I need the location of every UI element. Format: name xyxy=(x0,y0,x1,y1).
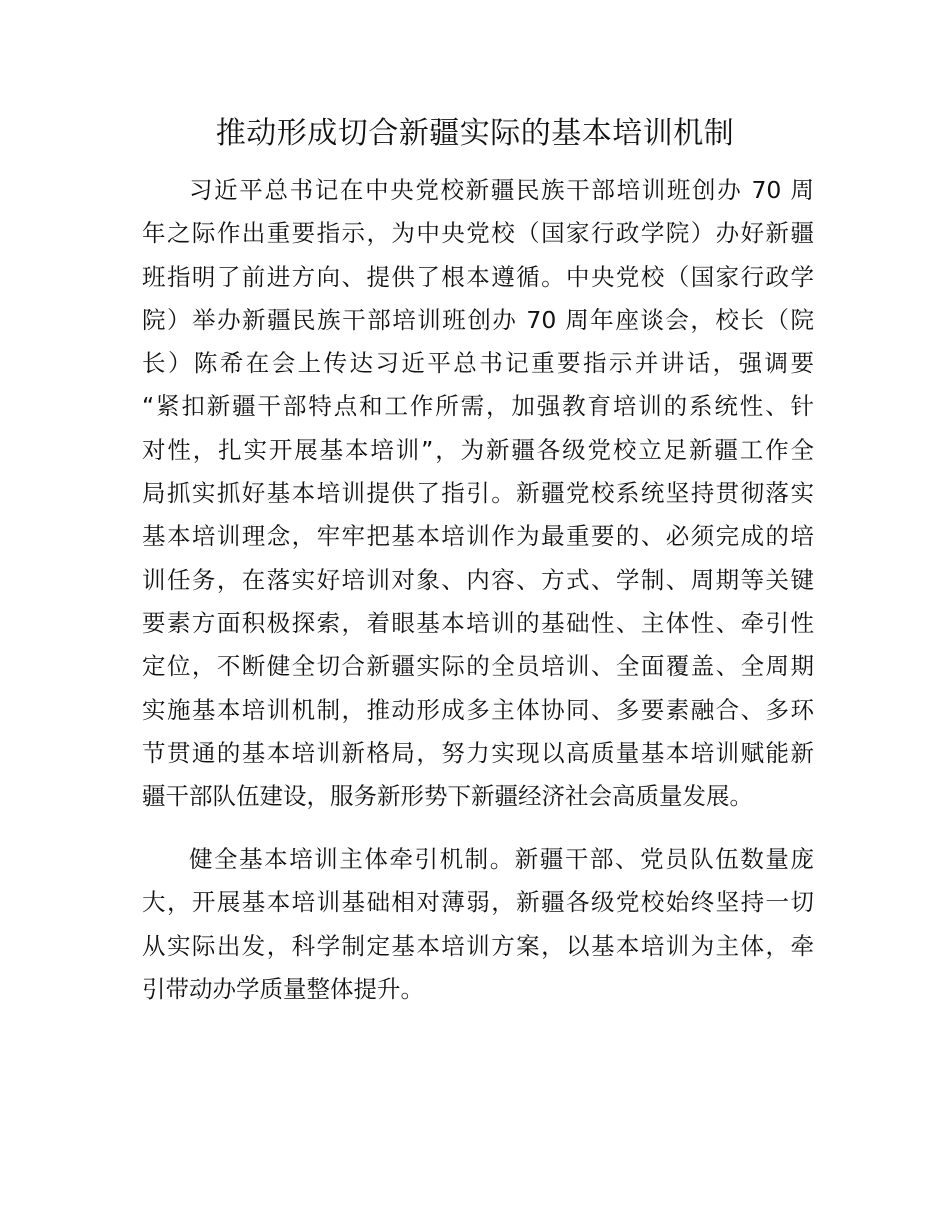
paragraph-line: 要素方面积极探索，着眼基本培训的基础性、主体性、牵引性 xyxy=(142,608,814,637)
paragraph-line: 训任务，在落实好培训对象、内容、方式、学制、周期等关键 xyxy=(142,565,814,594)
paragraph-line: 对性，扎实开展基本培训”，为新疆各级党校立足新疆工作全 xyxy=(142,435,814,464)
paragraph-line: 疆干部队伍建设，服务新形势下新疆经济社会高质量发展。 xyxy=(142,782,753,811)
paragraph-line: 节贯通的基本培训新格局，努力实现以高质量基本培训赋能新 xyxy=(142,738,814,767)
paragraph-line: 院）举办新疆民族干部培训班创办 70 周年座谈会，校长（院 xyxy=(142,305,814,334)
paragraph-line: 长）陈希在会上传达习近平总书记重要指示并讲话，强调要 xyxy=(142,349,814,378)
paragraph-intro xyxy=(142,169,814,818)
paragraph-line: “紧扣新疆干部特点和工作所需，加强教育培训的系统性、针 xyxy=(142,392,814,421)
paragraph-line: 定位，不断健全切合新疆实际的全员培训、全面覆盖、全周期 xyxy=(142,652,814,681)
paragraph-line: 局抓实抓好基本培训提供了指引。新疆党校系统坚持贯彻落实 xyxy=(142,479,814,508)
paragraph-line: 习近平总书记在中央党校新疆民族干部培训班创办 70 周 xyxy=(189,176,814,204)
paragraph-mechanism xyxy=(142,838,814,1011)
paragraph-line: 班指明了前进方向、提供了根本遵循。中央党校（国家行政学 xyxy=(142,262,814,291)
paragraph-line: 基本培训理念，牢牢把基本培训作为最重要的、必须完成的培 xyxy=(142,522,814,551)
paragraph-line: 引带动办学质量整体提升。 xyxy=(142,974,424,1003)
paragraph-line: 大，开展基本培训基础相对薄弱，新疆各级党校始终坚持一切 xyxy=(142,888,814,917)
paragraph-line: 从实际出发，科学制定基本培训方案，以基本培训为主体，牵 xyxy=(142,931,814,960)
paragraph-line: 健全基本培训主体牵引机制。新疆干部、党员队伍数量庞 xyxy=(189,845,814,873)
paragraph-line: 年之际作出重要指示，为中央党校（国家行政学院）办好新疆 xyxy=(142,219,814,248)
paragraph-line: 实施基本培训机制，推动形成多主体协同、多要素融合、多环 xyxy=(142,695,814,724)
document-title: 推动形成切合新疆实际的基本培训机制 xyxy=(215,116,735,151)
